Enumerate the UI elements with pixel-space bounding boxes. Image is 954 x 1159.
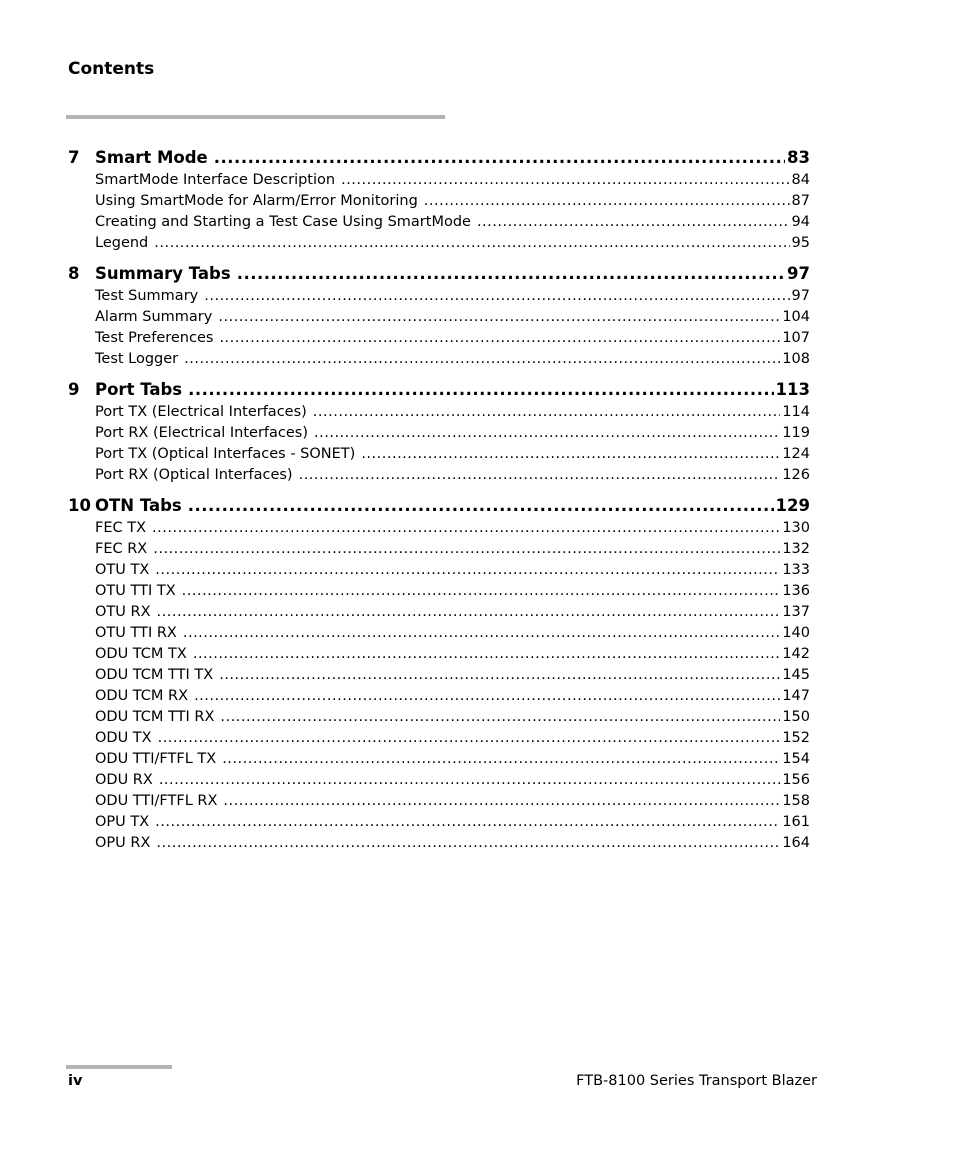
entry-title: OPU RX <box>95 835 151 851</box>
dot-leader <box>341 170 789 191</box>
dot-leader <box>424 191 790 212</box>
toc-entry[interactable] <box>68 560 810 581</box>
entry-page-number: 145 <box>782 667 810 683</box>
entry-page-number: 132 <box>782 541 810 557</box>
dot-leader <box>219 328 780 349</box>
toc-entry[interactable] <box>68 465 810 486</box>
entry-title: ODU TCM RX <box>95 688 189 704</box>
toc-entry[interactable] <box>68 707 810 728</box>
page-title: Contents <box>68 59 155 79</box>
entry-page-number: 140 <box>782 625 810 641</box>
dot-leader <box>157 602 781 623</box>
dot-leader <box>182 581 781 602</box>
chapter-number: 9 <box>68 380 80 399</box>
dot-leader <box>313 402 781 423</box>
toc-entry[interactable] <box>68 307 810 328</box>
entry-title: FEC TX <box>95 520 147 536</box>
chapter-title: Smart Mode <box>95 148 208 167</box>
footer-page-number: iv <box>68 1073 83 1089</box>
entry-title: OTU RX <box>95 604 151 620</box>
entry-title: ODU TTI/FTFL TX <box>95 751 217 767</box>
toc-entry[interactable] <box>68 423 810 444</box>
dot-leader <box>155 560 780 581</box>
chapter-title: OTN Tabs <box>95 496 182 515</box>
toc-entry[interactable] <box>68 686 810 707</box>
entry-title: Port RX (Electrical Interfaces) <box>95 425 309 441</box>
entry-page-number: 114 <box>782 404 810 420</box>
chapter-number: 7 <box>68 148 80 167</box>
toc-entry[interactable] <box>68 286 810 307</box>
entry-page-number: 137 <box>782 604 810 620</box>
dot-leader <box>193 644 780 665</box>
toc-chapter-heading[interactable] <box>68 146 810 170</box>
toc-entry[interactable] <box>68 212 810 233</box>
toc-entry[interactable] <box>68 518 810 539</box>
toc-chapter <box>68 494 810 854</box>
entry-title: OTU TX <box>95 562 150 578</box>
toc-entry[interactable] <box>68 233 810 254</box>
entry-title: ODU RX <box>95 772 153 788</box>
footer-product-name: FTB-8100 Series Transport Blazer <box>576 1073 817 1089</box>
chapter-title: Port Tabs <box>95 380 183 399</box>
dot-leader <box>153 539 780 560</box>
toc-entry[interactable] <box>68 665 810 686</box>
entry-title: ODU TCM TTI RX <box>95 709 215 725</box>
toc-entry[interactable] <box>68 349 810 370</box>
entry-title: OTU TTI RX <box>95 625 177 641</box>
chapter-page-number: 113 <box>775 380 810 399</box>
entry-page-number: 94 <box>791 214 810 230</box>
entry-page-number: 107 <box>782 330 810 346</box>
entry-title: Creating and Starting a Test Case Using SmartMode <box>95 214 471 230</box>
toc-entry[interactable] <box>68 728 810 749</box>
entry-page-number: 161 <box>782 814 810 830</box>
dot-leader <box>159 770 781 791</box>
footer-divider <box>66 1065 172 1069</box>
entry-page-number: 136 <box>782 583 810 599</box>
entry-title: Alarm Summary <box>95 309 213 325</box>
entry-title: Port TX (Optical Interfaces - SONET) <box>95 446 356 462</box>
entry-title: OTU TTI TX <box>95 583 176 599</box>
entry-page-number: 158 <box>782 793 810 809</box>
chapter-title: Summary Tabs <box>95 264 231 283</box>
toc-chapter-heading[interactable] <box>68 378 810 402</box>
toc-entry[interactable] <box>68 623 810 644</box>
table-of-contents <box>68 146 810 862</box>
dot-leader <box>214 146 785 170</box>
dot-leader <box>220 707 780 728</box>
toc-entry[interactable] <box>68 749 810 770</box>
chapter-number: 8 <box>68 264 80 283</box>
toc-entry[interactable] <box>68 191 810 212</box>
dot-leader <box>218 307 780 328</box>
entry-title: Test Logger <box>95 351 179 367</box>
entry-title: ODU TCM TX <box>95 646 187 662</box>
entry-page-number: 95 <box>791 235 810 251</box>
toc-chapter <box>68 146 810 254</box>
dot-leader <box>477 212 790 233</box>
chapter-page-number: 97 <box>787 264 810 283</box>
dot-leader <box>237 262 785 286</box>
toc-entry[interactable] <box>68 791 810 812</box>
entry-page-number: 133 <box>782 562 810 578</box>
toc-entry[interactable] <box>68 833 810 854</box>
chapter-number: 10 <box>68 496 91 515</box>
dot-leader <box>314 423 780 444</box>
entry-title: ODU TX <box>95 730 152 746</box>
dot-leader <box>183 623 780 644</box>
toc-entry[interactable] <box>68 444 810 465</box>
toc-entry[interactable] <box>68 170 810 191</box>
dot-leader <box>152 518 780 539</box>
entry-page-number: 152 <box>782 730 810 746</box>
entry-page-number: 154 <box>782 751 810 767</box>
entry-title: Legend <box>95 235 149 251</box>
toc-chapter-heading[interactable] <box>68 262 810 286</box>
dot-leader <box>219 665 780 686</box>
entry-title: Port TX (Electrical Interfaces) <box>95 404 307 420</box>
dot-leader <box>223 791 780 812</box>
dot-leader <box>154 233 789 254</box>
entry-page-number: 84 <box>791 172 810 188</box>
toc-entry[interactable] <box>68 402 810 423</box>
entry-page-number: 119 <box>782 425 810 441</box>
dot-leader <box>194 686 780 707</box>
entry-page-number: 87 <box>791 193 810 209</box>
entry-page-number: 130 <box>782 520 810 536</box>
entry-page-number: 142 <box>782 646 810 662</box>
entry-title: Test Preferences <box>95 330 214 346</box>
entry-title: FEC RX <box>95 541 148 557</box>
toc-entry[interactable] <box>68 539 810 560</box>
toc-entry[interactable] <box>68 602 810 623</box>
dot-leader <box>156 833 780 854</box>
entry-page-number: 126 <box>782 467 810 483</box>
entry-page-number: 104 <box>782 309 810 325</box>
dot-leader <box>361 444 780 465</box>
toc-entry[interactable] <box>68 644 810 665</box>
entry-title: ODU TCM TTI TX <box>95 667 214 683</box>
header-divider <box>66 115 445 119</box>
dot-leader <box>204 286 789 307</box>
chapter-page-number: 129 <box>775 496 810 515</box>
entry-title: Port RX (Optical Interfaces) <box>95 467 293 483</box>
entry-title: Test Summary <box>95 288 199 304</box>
dot-leader <box>299 465 781 486</box>
toc-entry[interactable] <box>68 812 810 833</box>
dot-leader <box>188 494 774 518</box>
entry-title: ODU TTI/FTFL RX <box>95 793 218 809</box>
entry-page-number: 147 <box>782 688 810 704</box>
toc-entry[interactable] <box>68 581 810 602</box>
dot-leader <box>158 728 781 749</box>
entry-page-number: 108 <box>782 351 810 367</box>
entry-page-number: 150 <box>782 709 810 725</box>
toc-chapter <box>68 262 810 370</box>
dot-leader <box>184 349 780 370</box>
entry-page-number: 124 <box>782 446 810 462</box>
toc-entry[interactable] <box>68 328 810 349</box>
dot-leader <box>222 749 780 770</box>
dot-leader <box>155 812 780 833</box>
entry-title: Using SmartMode for Alarm/Error Monitoring <box>95 193 418 209</box>
entry-page-number: 97 <box>791 288 810 304</box>
dot-leader <box>188 378 773 402</box>
entry-page-number: 156 <box>782 772 810 788</box>
entry-title: SmartMode Interface Description <box>95 172 336 188</box>
chapter-page-number: 83 <box>787 148 810 167</box>
toc-chapter-heading[interactable] <box>68 494 810 518</box>
entry-page-number: 164 <box>782 835 810 851</box>
toc-entry[interactable] <box>68 770 810 791</box>
entry-title: OPU TX <box>95 814 150 830</box>
toc-chapter <box>68 378 810 486</box>
